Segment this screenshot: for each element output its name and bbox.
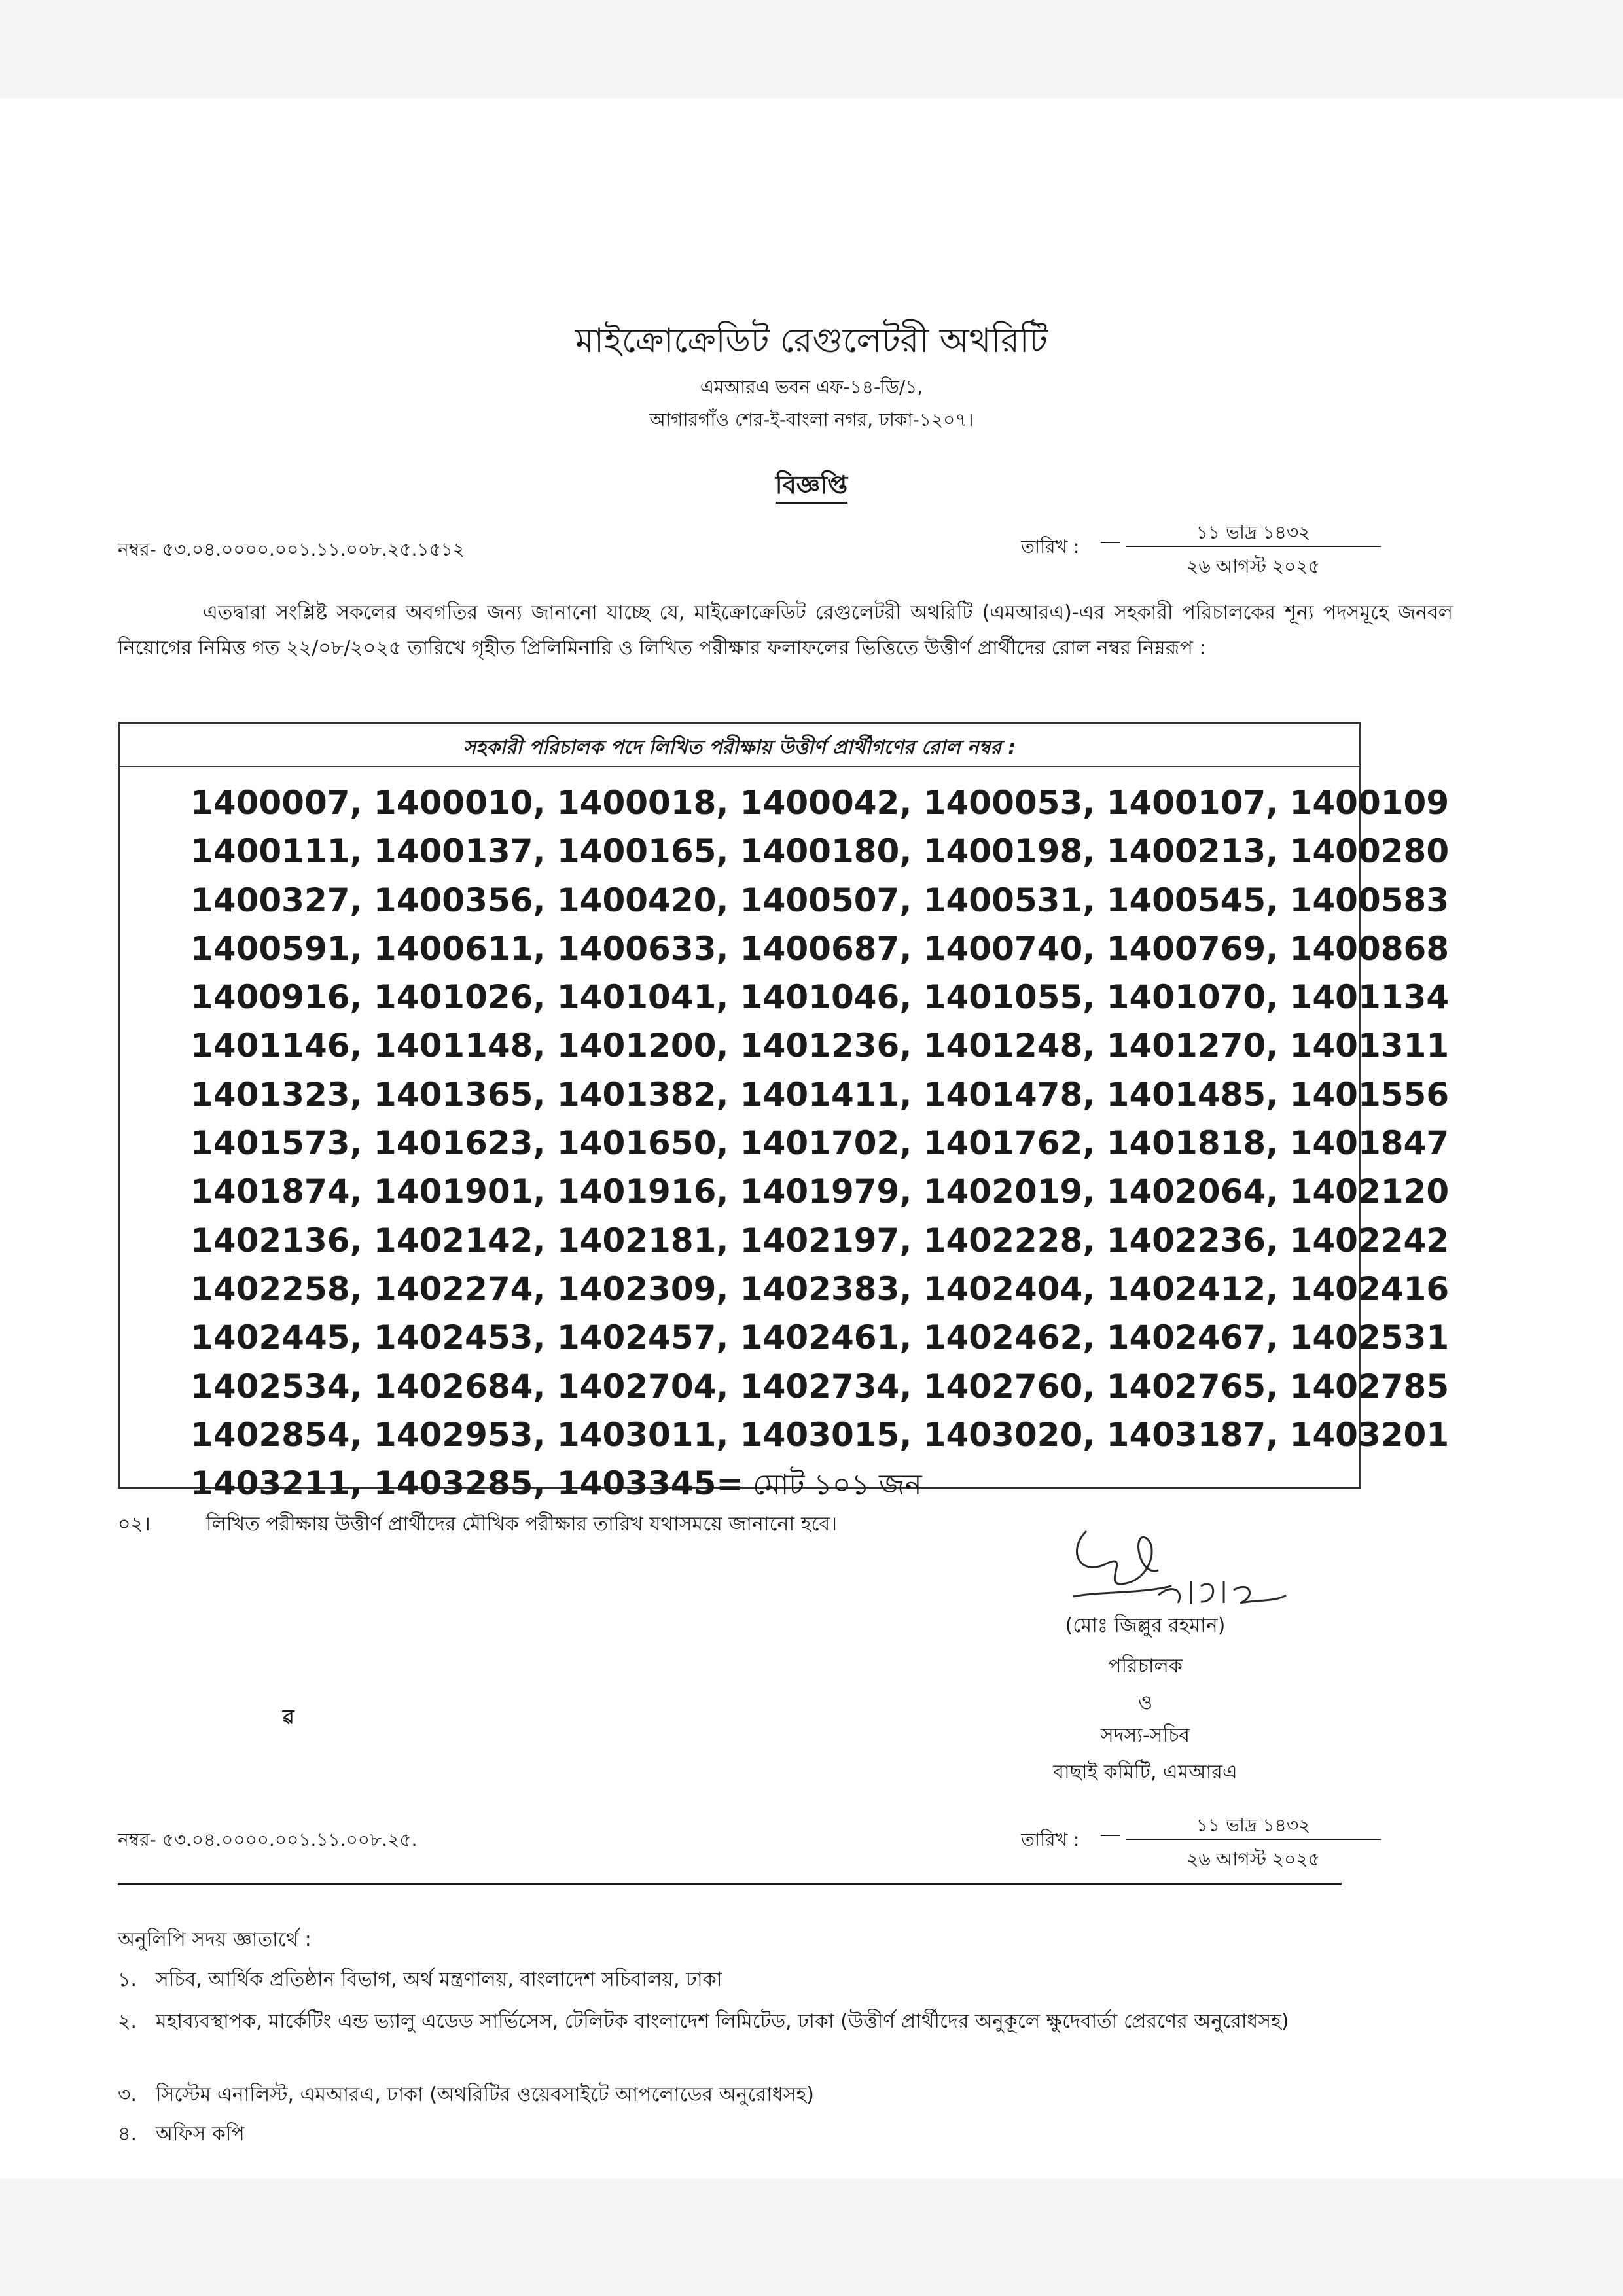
organization-name: মাইক্রোক্রেডিট রেগুলেটরী অথরিটি [575, 321, 1048, 361]
address-line-1: এমআরএ ভবন এফ-১৪-ডি/১, [700, 376, 923, 398]
roll-box-heading: সহকারী পরিচালক পদে লিখিত পরীক্ষায় উত্তীর্ণ প্রার্থীগণের রোল নম্বর : [463, 736, 1016, 759]
date-bangla: ১১ ভাদ্র ১৪৩২ [1196, 1814, 1311, 1836]
roll-total: মোট ১০১ জন [743, 1468, 922, 1502]
roll-row: 1402136, 1402142, 1402181, 1402197, 1402228, 1402236, 1402242 [190, 1221, 1450, 1260]
note-number: ০২। [118, 1513, 151, 1536]
copy-item-text: মহাব্যবস্থাপক, মার্কেটিং এন্ড ভ্যালু এডেড সার্ভিসেস, টেলিটক বাংলাদেশ লিমিটেড, ঢাকা (উত্তীর্ণ প্রার্থীদের অনুকূলে ক্ষুদেবার্তা প্রেরণের অনুরোধসহ) [156, 2010, 1289, 2033]
roll-row-last [190, 1459, 1342, 1508]
copy-item [118, 2005, 1459, 2073]
roll-last-numbers: 1403211, 1403285, 1403345= [190, 1464, 744, 1503]
date-label: তারিখ : [1021, 1829, 1080, 1850]
copy-item-text: সিস্টেম এনালিস্ট, এমআরএ, ঢাকা (অথরিটির ওয়েবসাইটে আপলোডের অনুরোধসহ) [156, 2083, 814, 2106]
note-text: লিখিত পরীক্ষায় উত্তীর্ণ প্রার্থীদের মৌখিক পরীক্ষার তারিখ যথাসময়ে জানানো হবে। [206, 1513, 837, 1536]
signatory-role-1: পরিচালক [1108, 1655, 1183, 1678]
roll-row: 1400916, 1401026, 1401041, 1401046, 1401055, 1401070, 1401134 [190, 978, 1450, 1017]
roll-box-divider [120, 766, 1359, 767]
copy-item-text: সচিব, আর্থিক প্রতিষ্ঠান বিভাগ, অর্থ মন্ত্রণালয়, বাংলাদেশ সচিবালয়, ঢাকা [156, 1968, 722, 1991]
roll-row: 1400111, 1400137, 1400165, 1400180, 1400198, 1400213, 1400280 [190, 832, 1450, 871]
roll-row: 1400007, 1400010, 1400018, 1400042, 1400053, 1400107, 1400109 [190, 784, 1450, 822]
address-line-2: আগারগাঁও শের-ই-বাংলা নগর, ঢাকা-১২০৭। [649, 409, 974, 431]
scan-margin-bottom [0, 2179, 1623, 2296]
copy-item [118, 1963, 1459, 1997]
intro-paragraph: এতদ্বারা সংশ্লিষ্ট সকলের অবগতির জন্য জানানো যাচ্ছে যে, মাইক্রোক্রেডিট রেগুলেটরী অথরিটি (এমআরএ)-এর সহকারী পরিচালকের শূন্য পদসমূহে জনবল নিয়োগের নিমিত্ত গত ২২/০৮/২০২৫ তারিখে গৃহীত প্রিলিমিনারি ও লিখিত পরীক্ষার ফলাফলের ভিত্তিতে উত্তীর্ণ প্রার্থীদের রোল নম্বর নিম্নরূপ : [118, 601, 1453, 660]
copy-item-text: অফিস কপি [156, 2123, 245, 2146]
roll-row: 1402445, 1402453, 1402457, 1402461, 1402462, 1402467, 1402531 [190, 1318, 1450, 1357]
signatory-name: (মোঃ জিল্লুর রহমান) [1065, 1614, 1226, 1637]
copy-item [118, 2117, 1459, 2151]
date-label: তারিখ : [1021, 536, 1080, 557]
date-dash [1101, 542, 1120, 543]
date-bangla: ১১ ভাদ্র ১৪৩২ [1196, 521, 1311, 543]
section-divider [118, 1883, 1342, 1885]
roll-number-box [118, 722, 1450, 1503]
roll-row: 1402258, 1402274, 1402309, 1402383, 1402404, 1402412, 1402416 [190, 1269, 1450, 1308]
date-english: ২৬ আগস্ট ২০২৫ [1186, 1848, 1320, 1870]
memo-number-2: নম্বর- ৫৩.০৪.০০০০.০০১.১১.০০৮.২৫. [118, 1829, 418, 1850]
copy-item-number: ৪. [118, 2123, 137, 2146]
roll-row: 1402854, 1402953, 1403011, 1403015, 1403020, 1403187, 1403201 [190, 1415, 1450, 1454]
margin-mark: ৱ [283, 1706, 294, 1729]
roll-row: 1401146, 1401148, 1401200, 1401236, 1401248, 1401270, 1401311 [190, 1027, 1450, 1065]
signatory-conjunction: ও [1137, 1691, 1153, 1714]
copy-item-number: ১. [118, 1968, 137, 1991]
date-divider [1126, 546, 1381, 547]
copy-item [118, 2078, 1459, 2112]
notice-title-text: বিজ্ঞপ্তি [776, 470, 848, 504]
roll-number-list [190, 779, 1450, 1508]
roll-row: 1400327, 1400356, 1400420, 1400507, 1400531, 1400545, 1400583 [190, 881, 1450, 919]
date-divider [1126, 1839, 1381, 1840]
copy-list-heading: অনুলিপি সদয় জ্ঞাতার্থে : [118, 1928, 312, 1951]
signature-mark [1060, 1518, 1296, 1616]
roll-row: 1402534, 1402684, 1402704, 1402734, 1402760, 1402765, 1402785 [190, 1367, 1450, 1405]
roll-row: 1401323, 1401365, 1401382, 1401411, 1401478, 1401485, 1401556 [190, 1075, 1450, 1114]
signatory-role-2: সদস্য-সচিব [1100, 1724, 1190, 1747]
date-english: ২৬ আগস্ট ২০২৫ [1186, 556, 1320, 577]
roll-row: 1401573, 1401623, 1401650, 1401702, 1401762, 1401818, 1401847 [190, 1124, 1450, 1163]
notice-title [0, 466, 1623, 508]
roll-row: 1400591, 1400611, 1400633, 1400687, 1400740, 1400769, 1400868 [190, 929, 1450, 968]
scan-margin-top [0, 0, 1623, 98]
signatory-committee: বাছাই কমিটি, এমআরএ [1053, 1761, 1238, 1784]
copy-item-number: ২. [118, 2010, 137, 2033]
date-dash [1101, 1835, 1120, 1836]
copy-item-number: ৩. [118, 2083, 137, 2106]
memo-number-1: নম্বর- ৫৩.০৪.০০০০.০০১.১১.০০৮.২৫.১৫১২ [118, 539, 465, 560]
roll-row: 1401874, 1401901, 1401916, 1401979, 1402019, 1402064, 1402120 [190, 1173, 1450, 1211]
